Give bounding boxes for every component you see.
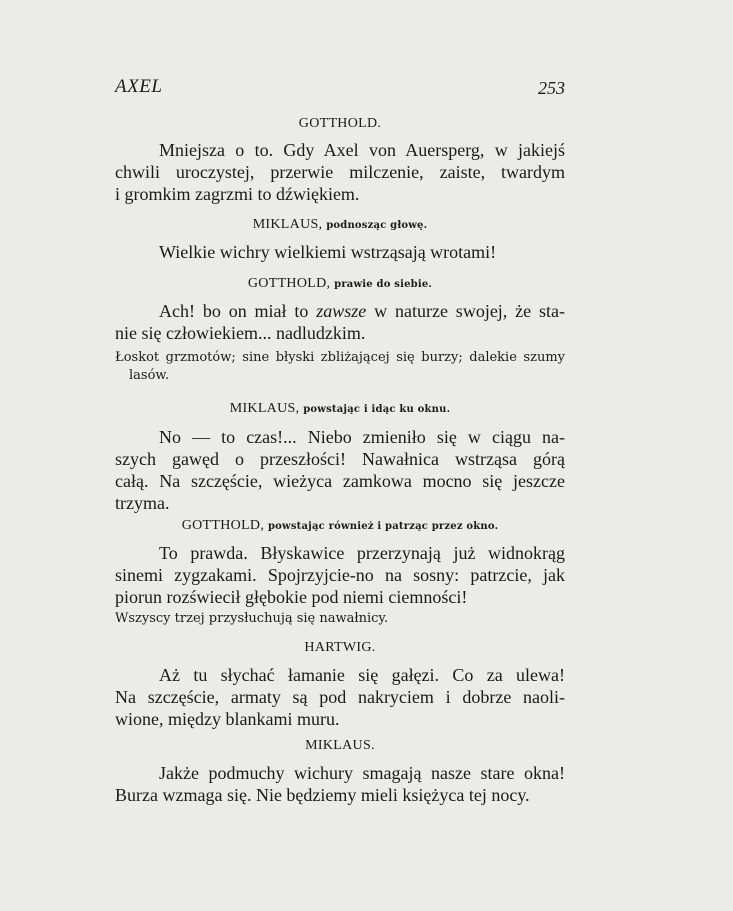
speech-line: Aż tu słychać łamanie się gałęzi. Co za ulewa! — [159, 665, 565, 685]
speech-line: Burza wzmaga się. Nie będziemy mieli księżyca tej nocy. — [115, 785, 530, 805]
stage-direction — [115, 349, 565, 385]
stage-direction — [115, 610, 565, 628]
speaker-name: MIKLAUS, — [252, 217, 323, 232]
speaker-heading — [115, 518, 565, 534]
speaker-direction: prawie do siebie. — [334, 279, 433, 290]
speaker-name: GOTTHOLD. — [298, 116, 382, 131]
speech-line: nie się człowiekiem... nadludzkim. — [115, 323, 366, 343]
speaker-heading — [115, 738, 565, 754]
stage-line: Wszyscy trzej przysłuchują się nawałnicy. — [115, 611, 389, 626]
speech-line: trzyma. — [115, 493, 170, 513]
speaker-heading — [115, 276, 565, 292]
speech-line: Jakże podmuchy wichury smagają nasze stare okna! — [159, 763, 565, 783]
running-head-title: AXEL — [115, 76, 163, 97]
speech-line: całą. Na szczęście, wieżyca zamkowa mocno się jeszcze — [115, 471, 565, 491]
speech-paragraph — [115, 426, 565, 514]
speech-paragraph — [115, 241, 565, 263]
speech-line: No — to czas!... Niebo zmieniło się w ciągu na- — [159, 427, 565, 447]
emphasis-text: zawsze — [316, 301, 367, 321]
speaker-direction: podnosząc głowę. — [326, 220, 428, 231]
speaker-heading — [115, 401, 565, 417]
speech-line: szych gawęd o przeszłości! Nawałnica wstrząsa górą — [115, 449, 565, 469]
speaker-name: HARTWIG. — [304, 640, 376, 655]
speaker-direction: powstając i idąc ku oknu. — [303, 404, 451, 415]
speech-text: Ach! bo on miał to — [159, 301, 317, 321]
speech-paragraph — [115, 762, 565, 806]
speech-paragraph — [115, 542, 565, 608]
speaker-name: MIKLAUS, — [229, 401, 300, 416]
speech-paragraph — [115, 664, 565, 730]
speech-paragraph — [115, 300, 565, 344]
speaker-heading — [115, 116, 565, 132]
speech-line: wione, między blankami muru. — [115, 709, 340, 729]
speech-paragraph — [115, 139, 565, 205]
speech-line: chwili uroczystej, przerwie milczenie, zaiste, twardym — [115, 162, 565, 182]
speaker-heading — [115, 640, 565, 656]
speaker-name: MIKLAUS. — [305, 738, 375, 753]
speech-line: To prawda. Błyskawice przerzynają już widnokrąg — [159, 543, 565, 563]
speech-text: w naturze swojej, że sta- — [366, 301, 565, 321]
speaker-direction: powstając również i patrząc przez okno. — [267, 521, 499, 532]
page-number: 253 — [538, 78, 565, 98]
speech-line: piorun rozświecił głębokie pod niemi ciemności! — [115, 587, 468, 607]
speech-line: Mniejsza o to. Gdy Axel von Auersperg, w jakiejś — [159, 140, 565, 160]
running-head — [115, 76, 565, 98]
speaker-name: GOTTHOLD, — [247, 276, 331, 291]
speech-line: sinemi zygzakami. Spojrzyjcie-no na sosny: patrzcie, jak — [115, 565, 565, 585]
speaker-name: GOTTHOLD, — [181, 518, 265, 533]
speech-line: Wielkie wichry wielkiemi wstrząsają wrotami! — [159, 242, 497, 262]
stage-line: lasów. — [129, 368, 170, 383]
speech-line: Na szczęście, armaty są pod nakryciem i dobrze naoli- — [115, 687, 565, 707]
speech-line — [115, 300, 565, 322]
speaker-heading — [115, 217, 565, 233]
stage-line: Łoskot grzmotów; sine błyski zbliżającej się burzy; dalekie szumy — [115, 350, 565, 365]
speech-line: i gromkim zagrzmi to dźwiękiem. — [115, 184, 360, 204]
